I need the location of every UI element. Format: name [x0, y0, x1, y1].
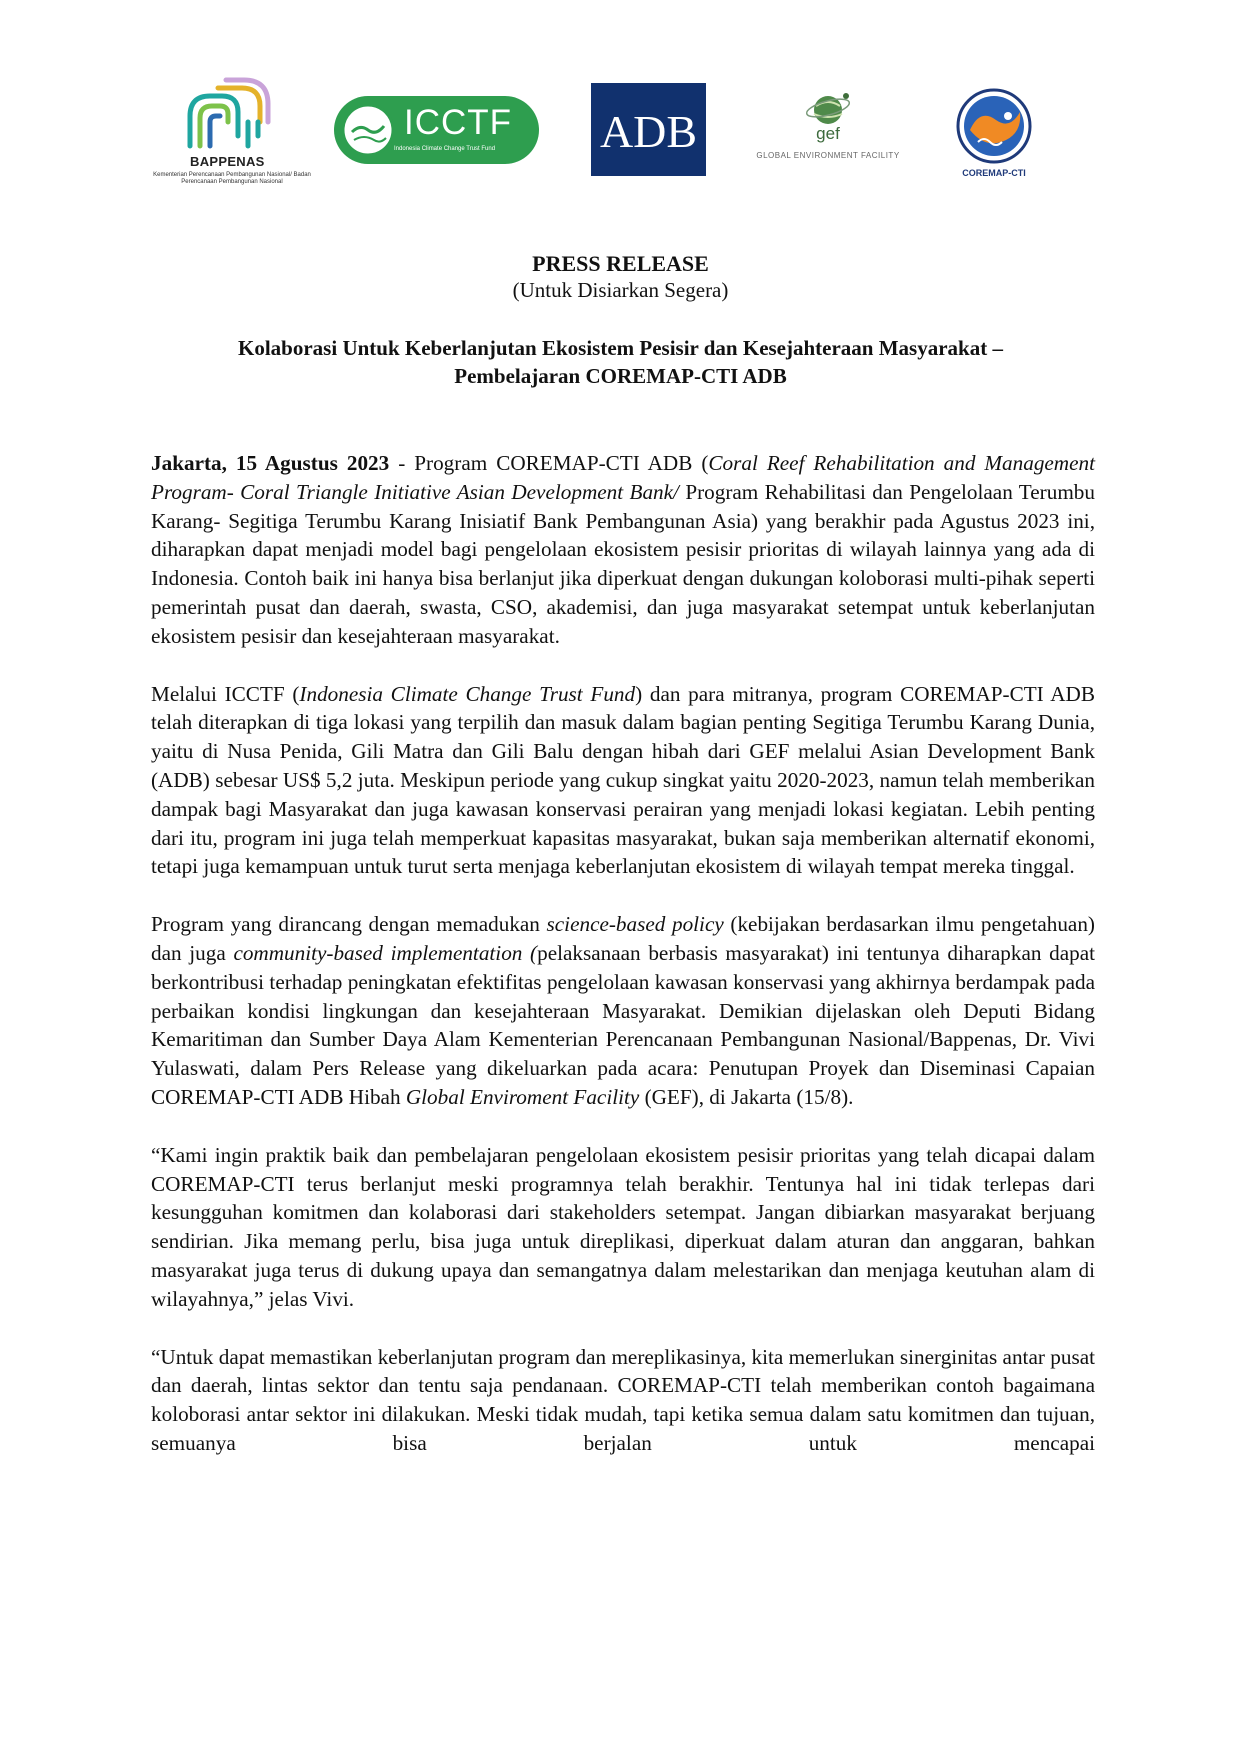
title-line-1: Kolaborasi Untuk Keberlanjutan Ekosistem Pesisir dan Kesejahteraan Masyarakat –: [238, 336, 1003, 360]
p3-italic-1: science-based policy: [546, 912, 724, 937]
dateline: Jakarta, 15 Agustus 2023: [151, 451, 390, 475]
icctf-logo: [334, 96, 539, 164]
title-line-2: Pembelajaran COREMAP-CTI ADB: [454, 364, 787, 388]
bappenas-subtitle: Kementerian Perencanaan Pembangunan Nasional/ Badan Perencanaan Pembangunan Nasional: [153, 172, 311, 185]
coremap-name: COREMAP-CTI: [962, 168, 1026, 178]
p1-text-2: Program Rehabilitasi dan Pengelolaan Terumbu Karang- Segitiga Terumbu Karang Inisiatif Bank Pembangunan Asia) yang berakhir pada Agustus 2023 ini, diharapkan dapat menjadi model bagi pengelolaan ekosistem pesisir prioritas di wilayah lainnya yang ada di Indonesia. Contoh baik ini hanya bisa berlanjut jika diperkuat dengan dukungan koloborasi multi-pihak seperti pemerintah pusat dan daerah, swasta, CSO, akademisi, dan juga masyarakat setempat untuk keberlanjutan ekosistem pesisir dan kesejahteraan masyarakat.: [151, 479, 1095, 648]
paragraph-2: [151, 680, 1095, 882]
coremap-logo: [948, 86, 1040, 181]
p2-italic-1: Indonesia Climate Change Trust Fund: [299, 681, 636, 706]
body-text: [151, 449, 1095, 1458]
bappenas-emblem-icon: [152, 76, 312, 154]
p1-text-1: - Program COREMAP-CTI ADB (: [389, 451, 709, 475]
paragraph-3: [151, 910, 1095, 1112]
adb-logo: [591, 83, 706, 176]
gef-globe-icon: [748, 86, 908, 126]
p3-text-1: Program yang dirancang dengan memadukan: [151, 912, 547, 937]
bappenas-name: BAPPENAS: [190, 154, 265, 169]
document-title: [0, 334, 1241, 390]
p3-text-4: (GEF), di Jakarta (15/8).: [639, 1084, 854, 1109]
gef-name: gef: [816, 124, 840, 143]
adb-name: ADB: [599, 106, 698, 157]
bappenas-logo: [152, 76, 312, 188]
p3-text-2: (kebijakan berdasarkan ilmu pengetahuan) dan juga: [151, 912, 1095, 965]
paragraph-4: “Kami ingin praktik baik dan pembelajaran pengelolaan ekosistem pesisir prioritas yang telah dicapai dalam COREMAP-CTI terus berlanjut meski programnya telah berakhir. Tentunya hal ini tidak terlepas dari kesungguhan komitmen dan kolaborasi dari stakeholders setempat. Jangan dibiarkan masyarakat berjuang sendirian. Jika memang perlu, bisa juga untuk direplikasi, diperkuat dalam aturan dan anggaran, bahkan masyarakat juga terus di dukung upaya dan semangatnya dalam melestarikan dan menjaga keutuhan alam di wilayahnya,” jelas Vivi.: [151, 1142, 1095, 1311]
gef-logo: [748, 86, 908, 176]
coremap-seal-icon: [948, 86, 1040, 166]
press-release-label: PRESS RELEASE: [532, 251, 709, 276]
gef-subtitle: GLOBAL ENVIRONMENT FACILITY: [756, 151, 900, 160]
paragraph-1: [151, 449, 1095, 651]
p3-italic-3: Global Enviroment Facility: [405, 1084, 640, 1109]
p3-italic-2: community-based implementation (: [233, 940, 538, 965]
icctf-subtitle: Indonesia Climate Change Trust Fund: [394, 146, 496, 152]
p2-text-2: ) dan para mitranya, program COREMAP-CTI ADB telah diterapkan di tiga lokasi yang terpilih dan masuk dalam bagian penting Segitiga Terumbu Karang Dunia, yaitu di Nusa Penida, Gili Matra dan Gili Balu dengan hibah dari GEF melalui Asian Development Bank (ADB) sebesar US$ 5,2 juta. Meskipun periode yang cukup singkat yaitu 2020-2023, namun telah memberikan dampak bagi Masyarakat dan juga kawasan konservasi perairan yang menjadi lokasi kegiatan. Lebih penting dari itu, program ini juga telah memperkuat kapasitas masyarakat, bukan saja memberikan alternatif ekonomi, tetapi juga kemampuan untuk turut serta menjaga keberlanjutan ekosistem di wilayah tempat mereka tinggal.: [151, 681, 1095, 879]
p1-italic-1: Coral Reef Rehabilitation and Management Program- Coral Triangle Initiative Asian Development Bank/: [151, 451, 1095, 504]
paragraph-5: “Untuk dapat memastikan keberlanjutan program dan mereplikasinya, kita memerlukan sinerginitas antar pusat dan daerah, lintas sektor dan tentu saja pendanaan. COREMAP-CTI telah memberikan contoh bagaimana koloborasi antar sektor ini dilakukan. Meski tidak mudah, tapi ketika semua dalam satu komitmen dan tujuan, semuanya bisa berjalan untuk mencapai: [151, 1344, 1095, 1455]
icctf-name: ICCTF: [404, 103, 513, 142]
p3-text-3: pelaksanaan berbasis masyarakat) ini tentunya diharapkan dapat berkontribusi terhadap peningkatan efektifitas pengelolaan kawasan konservasi yang akhirnya berdampak pada perbaikan kondisi lingkungan dan kesejahteraan Masyarakat. Demikian dijelaskan oleh Deputi Bidang Kemaritiman dan Sumber Daya Alam Kementerian Perencanaan Pembangunan Nasional/Bappenas, Dr. Vivi Yulaswati, dalam Pers Release yang dikeluarkan pada acara: Penutupan Proyek dan Diseminasi Capaian COREMAP-CTI ADB Hibah: [151, 940, 1096, 1109]
p2-text-1: Melalui ICCTF (: [151, 681, 300, 706]
press-release-sublabel: (Untuk Disiarkan Segera): [512, 278, 729, 302]
partner-logos: [0, 70, 1241, 185]
